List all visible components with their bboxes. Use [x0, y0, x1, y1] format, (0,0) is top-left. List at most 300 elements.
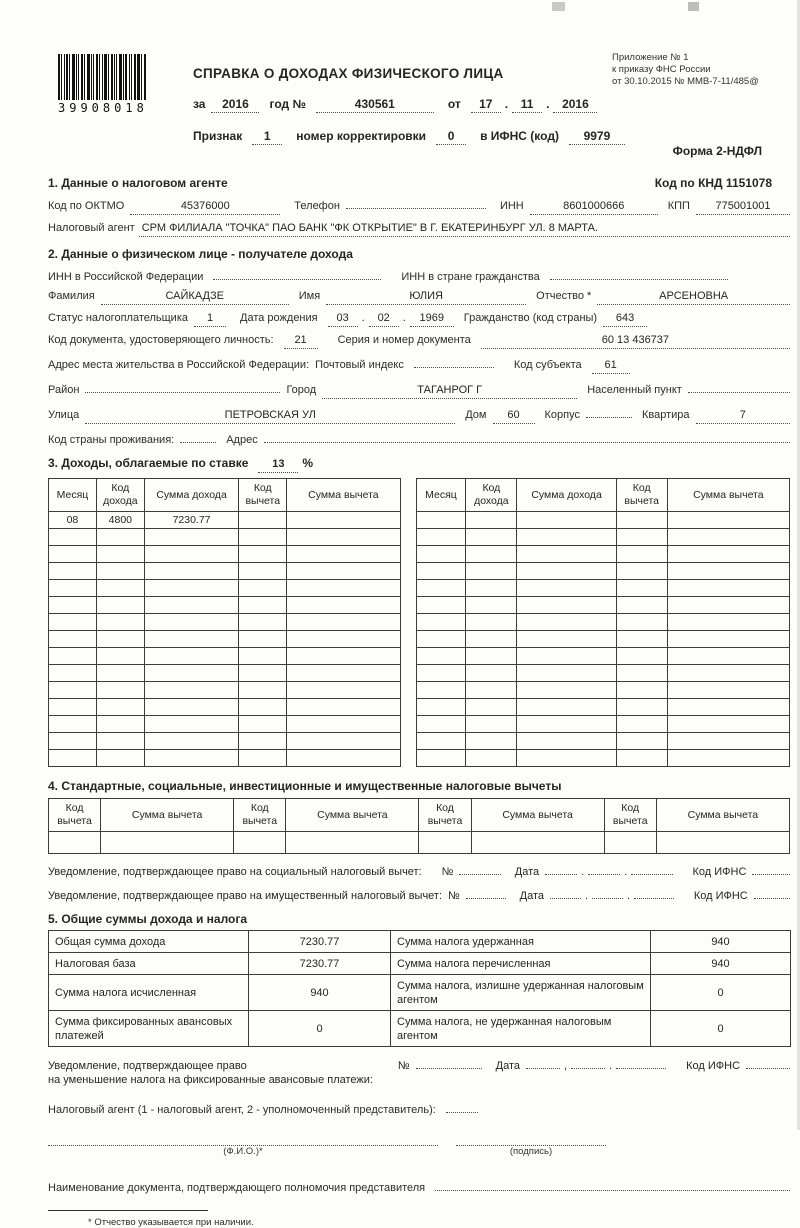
street-row [48, 406, 790, 424]
doc-series-field: 60 13 436737 [481, 334, 790, 349]
city-row [48, 381, 790, 399]
corr-field: 0 [436, 130, 466, 145]
income-cell [616, 631, 667, 648]
notice-advance-date-year [616, 1057, 666, 1069]
income-cell [416, 512, 466, 529]
document-row [48, 334, 790, 349]
addr2-label: Адрес [226, 434, 258, 446]
surname-field: САЙКАДЗЕ [101, 290, 289, 305]
income-row [49, 597, 401, 614]
income-cell [616, 699, 667, 716]
date-label: Дата [514, 866, 540, 878]
income-cell [517, 648, 616, 665]
deduction-cell [286, 832, 419, 854]
inn-rf-label: ИНН в Российской Федерации [48, 271, 204, 283]
status-field: 1 [194, 312, 226, 327]
section4-title: 4. Стандартные, социальные, инвестиционные и имущественные налоговые вычеты [48, 779, 562, 793]
ifns-code-label: Код ИФНС [693, 890, 748, 902]
deduction-cell [604, 832, 656, 854]
name-field: ЮЛИЯ [326, 290, 526, 305]
income-cell [667, 648, 789, 665]
page-title: СПРАВКА О ДОХОДАХ ФИЗИЧЕСКОГО ЛИЦА [193, 66, 504, 81]
addr2-field [264, 431, 790, 443]
deduction-cell [101, 832, 234, 854]
income-cell [239, 546, 287, 563]
notice-social-date-day [545, 863, 577, 875]
inn-rf-field [213, 268, 381, 280]
income-cell [616, 665, 667, 682]
district-field [85, 381, 280, 393]
notice-property [48, 887, 790, 902]
income-row [49, 512, 401, 529]
deduction-col-header: Сумма вычета [471, 799, 604, 832]
totals-value: 940 [651, 953, 791, 975]
income-cell [144, 597, 239, 614]
settlement-field [688, 381, 790, 393]
income-row [416, 699, 789, 716]
income-row [49, 682, 401, 699]
appendix-line: Приложение № 1 [612, 52, 689, 63]
totals-label: Сумма налога, не удержанная налоговым агентом [391, 1011, 651, 1047]
dot-sep: . [624, 866, 628, 878]
income-cell [239, 733, 287, 750]
barcode-bars [58, 54, 182, 100]
notice-property-label: Уведомление, подтверждающее право на имущественный налоговый вычет: [48, 890, 443, 902]
income-cell [239, 597, 287, 614]
dot-sep: . [546, 97, 550, 111]
income-cell [517, 512, 616, 529]
section3-title: 3. Доходы, облагаемые по ставке [48, 456, 249, 470]
date-year-field: 2016 [553, 98, 597, 113]
postal-field [414, 356, 494, 368]
income-row [416, 682, 789, 699]
income-cell [616, 648, 667, 665]
agent-type-label: Налоговый агент (1 - налоговый агент, 2 - уполномоченный представитель): [48, 1104, 436, 1116]
income-cell [616, 580, 667, 597]
district-label: Район [48, 384, 80, 396]
comma-sep: , [564, 1060, 568, 1072]
deduction-cell [471, 832, 604, 854]
income-row [416, 665, 789, 682]
income-row [49, 716, 401, 733]
income-cell [144, 614, 239, 631]
income-cell [287, 716, 400, 733]
notice-social-date-month [588, 863, 620, 875]
dob-day-field: 03 [328, 312, 358, 327]
dot-sep: . [402, 312, 406, 324]
income-cell [517, 665, 616, 682]
income-cell [517, 563, 616, 580]
dob-label: Дата рождения [240, 312, 318, 324]
income-cell [287, 631, 400, 648]
deduction-col-header: Сумма вычета [286, 799, 419, 832]
form-header [48, 48, 790, 166]
income-cell [96, 580, 144, 597]
dot-sep: . [609, 1060, 613, 1072]
income-cell: 7230.77 [144, 512, 239, 529]
inn-foreign-label: ИНН в стране гражданства [401, 271, 540, 283]
income-cell [49, 580, 97, 597]
income-cell [667, 529, 789, 546]
section1-title: 1. Данные о налоговом агенте [48, 176, 228, 190]
dob-month-field: 02 [369, 312, 399, 327]
income-row [416, 546, 789, 563]
signature-row [48, 1134, 790, 1157]
income-cell [144, 682, 239, 699]
no-label: № [441, 866, 454, 878]
notice-social [48, 863, 790, 878]
priznak-line [193, 129, 633, 145]
registration-mark [552, 2, 565, 11]
income-cell [466, 580, 517, 597]
income-cell [287, 563, 400, 580]
address-row [48, 356, 790, 374]
income-cell [144, 580, 239, 597]
income-cell [49, 682, 97, 699]
income-cell [144, 631, 239, 648]
status-label: Статус налогоплательщика [48, 312, 189, 324]
notice-advance-line1: Уведомление, подтверждающее право [48, 1060, 247, 1072]
totals-value: 940 [651, 931, 791, 953]
patronymic-field: АРСЕНОВНА [597, 290, 790, 305]
income-cell [96, 563, 144, 580]
notice-social-date-year [631, 863, 672, 875]
doc-code-label: Код документа, удостоверяющего личность: [48, 334, 274, 346]
notice-property-no-field [466, 887, 506, 899]
date-month-field: 11 [512, 98, 542, 113]
totals-value: 0 [651, 975, 791, 1011]
totals-row [49, 975, 791, 1011]
fio-field [48, 1134, 438, 1146]
income-cell [416, 648, 466, 665]
doc-code-field: 21 [284, 334, 318, 349]
income-cell [667, 546, 789, 563]
income-cell [667, 716, 789, 733]
deduction-col-header: Сумма вычета [656, 799, 789, 832]
doc-authority-row [48, 1179, 790, 1194]
income-cell [416, 750, 466, 767]
income-row [49, 699, 401, 716]
income-cell [616, 546, 667, 563]
house-field: 60 [493, 409, 535, 424]
income-cell [466, 699, 517, 716]
totals-label: Налоговая база [49, 953, 249, 975]
income-cell [239, 529, 287, 546]
income-cell [239, 563, 287, 580]
dot-sep: . [584, 890, 589, 902]
oktmo-label: Код по ОКТМО [48, 200, 125, 212]
income-cell [49, 716, 97, 733]
income-cell [287, 529, 400, 546]
income-cell [96, 529, 144, 546]
agent-label: Налоговый агент [48, 222, 135, 234]
deduction-col-header: Код вычета [49, 799, 101, 832]
house-label: Дом [465, 409, 487, 421]
number-field: 430561 [316, 98, 434, 113]
inn-person-row [48, 268, 790, 283]
inn-label: ИНН [499, 200, 524, 212]
rate-field: 13 [258, 458, 298, 473]
totals-row [49, 953, 791, 975]
income-cell [144, 546, 239, 563]
no-label: № [448, 890, 460, 902]
priznak-field: 1 [252, 130, 282, 145]
oktmo-field: 45376000 [130, 200, 280, 215]
income-cell [144, 563, 239, 580]
flat-label: Квартира [641, 409, 690, 421]
no-label: № [397, 1060, 410, 1072]
income-col-header: Код дохода [466, 479, 517, 512]
income-cell [667, 512, 789, 529]
priznak-label: Признак [193, 129, 243, 143]
notice-advance-date-day [526, 1057, 560, 1069]
kpp-label: КПП [667, 200, 690, 212]
income-cell [287, 750, 400, 767]
ifns-code-label: Код ИФНС [686, 1060, 741, 1072]
subject-label: Код субъекта [513, 359, 582, 371]
agent-type-field [446, 1101, 478, 1113]
doc-series-label: Серия и номер документа [337, 334, 471, 346]
income-cell [96, 699, 144, 716]
income-cell [239, 648, 287, 665]
income-table-left [48, 478, 401, 767]
notice-advance-ifns-field [746, 1057, 790, 1069]
notice-advance-no-field [416, 1057, 482, 1069]
income-row [416, 631, 789, 648]
deduction-col-header: Код вычета [604, 799, 656, 832]
income-cell [239, 665, 287, 682]
ifns-code-label: Код ИФНС [692, 866, 747, 878]
income-cell [287, 733, 400, 750]
inn-field: 8601000666 [530, 200, 658, 215]
income-row [49, 750, 401, 767]
agent-field: СРМ ФИЛИАЛА "ТОЧКА" ПАО БАНК "ФК ОТКРЫТИЕ" В Г. ЕКАТЕРИНБУРГ УЛ. 8 МАРТА. [139, 222, 790, 237]
income-cell [96, 631, 144, 648]
deduction-table [48, 798, 790, 854]
income-cell [466, 529, 517, 546]
income-cell [49, 597, 97, 614]
registration-mark [688, 2, 699, 11]
totals-row [49, 1011, 791, 1047]
income-cell [416, 614, 466, 631]
income-cell [466, 597, 517, 614]
income-cell [616, 750, 667, 767]
income-cell [239, 716, 287, 733]
surname-label: Фамилия [48, 290, 95, 302]
income-cell [466, 716, 517, 733]
income-cell [96, 716, 144, 733]
totals-label: Сумма налога, излишне удержанная налоговым агентом [391, 975, 651, 1011]
income-cell [616, 597, 667, 614]
income-col-header: Код вычета [616, 479, 667, 512]
totals-table [48, 930, 790, 1047]
income-cell [96, 614, 144, 631]
income-cell [466, 563, 517, 580]
notice-social-ifns-field [752, 863, 790, 875]
totals-label: Общая сумма дохода [49, 931, 249, 953]
income-cell [517, 546, 616, 563]
income-cell [144, 529, 239, 546]
percent-label: % [302, 456, 314, 470]
income-row [49, 529, 401, 546]
income-row [49, 648, 401, 665]
income-cell [466, 682, 517, 699]
totals-label: Сумма налога перечисленная [391, 953, 651, 975]
street-field: ПЕТРОВСКАЯ УЛ [85, 409, 455, 424]
income-cell [96, 648, 144, 665]
deduction-cell [656, 832, 789, 854]
phone-field [346, 197, 486, 209]
income-cell [517, 580, 616, 597]
postal-label: Почтовый индекс [315, 359, 404, 371]
income-row [416, 733, 789, 750]
income-row [416, 597, 789, 614]
income-cell [49, 665, 97, 682]
citizenship-field: 643 [603, 312, 647, 327]
income-col-header: Месяц [49, 479, 97, 512]
income-row [416, 614, 789, 631]
name-label: Имя [298, 290, 321, 302]
agent-row [48, 222, 790, 237]
notice-social-no-field [459, 863, 500, 875]
income-col-header: Код дохода [96, 479, 144, 512]
income-cell [416, 716, 466, 733]
income-table-right [416, 478, 790, 767]
income-cell [416, 597, 466, 614]
totals-label: Сумма фиксированных авансовых платежей [49, 1011, 249, 1047]
settlement-label: Населенный пункт [587, 384, 682, 396]
income-cell [416, 733, 466, 750]
income-tables [48, 478, 790, 767]
income-cell [239, 512, 287, 529]
income-cell [667, 733, 789, 750]
income-col-header: Сумма дохода [517, 479, 616, 512]
status-row [48, 312, 790, 327]
dot-sep: . [361, 312, 365, 324]
footnote-rule [48, 1210, 208, 1211]
income-cell [287, 614, 400, 631]
income-cell [466, 733, 517, 750]
income-cell [616, 716, 667, 733]
income-cell [667, 580, 789, 597]
income-cell [287, 682, 400, 699]
income-cell [49, 631, 97, 648]
income-cell [616, 512, 667, 529]
income-cell [616, 682, 667, 699]
barcode [58, 54, 182, 115]
income-cell [239, 750, 287, 767]
income-cell [616, 733, 667, 750]
income-cell [616, 614, 667, 631]
income-cell [49, 699, 97, 716]
income-cell [616, 529, 667, 546]
notice-advance-label [48, 1059, 378, 1087]
deduction-col-header: Сумма вычета [101, 799, 234, 832]
income-cell [667, 682, 789, 699]
appendix-line: к приказу ФНС России [612, 64, 711, 75]
street-label: Улица [48, 409, 80, 421]
building-label: Корпус [544, 409, 580, 421]
income-cell [239, 682, 287, 699]
income-cell [49, 750, 97, 767]
income-cell [96, 733, 144, 750]
section5-title: 5. Общие суммы дохода и налога [48, 912, 248, 926]
country-label: Код страны проживания: [48, 434, 175, 446]
section2-title: 2. Данные о физическом лице - получателе дохода [48, 247, 353, 261]
income-cell [239, 614, 287, 631]
income-cell [616, 563, 667, 580]
notice-advance-line2: на уменьшение налога на фиксированные авансовые платежи: [48, 1074, 373, 1086]
appendix-line: от 30.10.2015 № ММВ-7-11/485@ [612, 76, 759, 87]
income-cell [144, 665, 239, 682]
name-row [48, 290, 790, 305]
income-cell: 4800 [96, 512, 144, 529]
income-cell [517, 750, 616, 767]
appendix-note [612, 52, 762, 88]
income-cell [144, 716, 239, 733]
income-row [416, 580, 789, 597]
income-cell [416, 682, 466, 699]
income-cell [466, 631, 517, 648]
ifns-field: 9979 [569, 130, 625, 145]
income-row [49, 665, 401, 682]
ot-label: от [447, 97, 461, 111]
date-day-field: 17 [471, 98, 501, 113]
totals-row [49, 931, 791, 953]
totals-value: 0 [651, 1011, 791, 1047]
notice-advance [48, 1057, 790, 1087]
income-row [416, 529, 789, 546]
notice-property-date-month [592, 887, 623, 899]
za-label: за [193, 97, 206, 111]
income-cell [96, 750, 144, 767]
income-col-header: Сумма дохода [144, 479, 239, 512]
section3-header [48, 456, 790, 473]
totals-value: 940 [249, 975, 391, 1011]
deduction-cell [234, 832, 286, 854]
income-cell [517, 597, 616, 614]
income-col-header: Код вычета [239, 479, 287, 512]
income-cell [49, 563, 97, 580]
income-cell [96, 665, 144, 682]
barcode-bar [144, 54, 146, 100]
totals-label: Сумма налога исчисленная [49, 975, 249, 1011]
deduction-cell [419, 832, 471, 854]
income-cell [49, 614, 97, 631]
income-row [49, 614, 401, 631]
doc-authority-label: Наименование документа, подтверждающего полномочия представителя [48, 1182, 426, 1194]
notice-property-date-year [634, 887, 674, 899]
city-label: Город [286, 384, 317, 396]
country-field [180, 431, 216, 443]
address-label: Адрес места жительства в Российской Федерации: [48, 359, 310, 371]
citizenship-label: Гражданство (код страны) [463, 312, 598, 324]
income-cell [416, 699, 466, 716]
deduction-col-header: Код вычета [234, 799, 286, 832]
country-row [48, 431, 790, 446]
income-cell [466, 512, 517, 529]
income-cell [49, 733, 97, 750]
income-cell [517, 699, 616, 716]
deduction-row [49, 832, 790, 854]
kpp-field: 775001001 [696, 200, 790, 215]
income-cell [287, 699, 400, 716]
notice-social-label: Уведомление, подтверждающее право на социальный налоговый вычет: [48, 866, 422, 878]
period-line [193, 97, 633, 113]
notice-property-date-day [550, 887, 581, 899]
income-row [49, 580, 401, 597]
income-cell [287, 665, 400, 682]
